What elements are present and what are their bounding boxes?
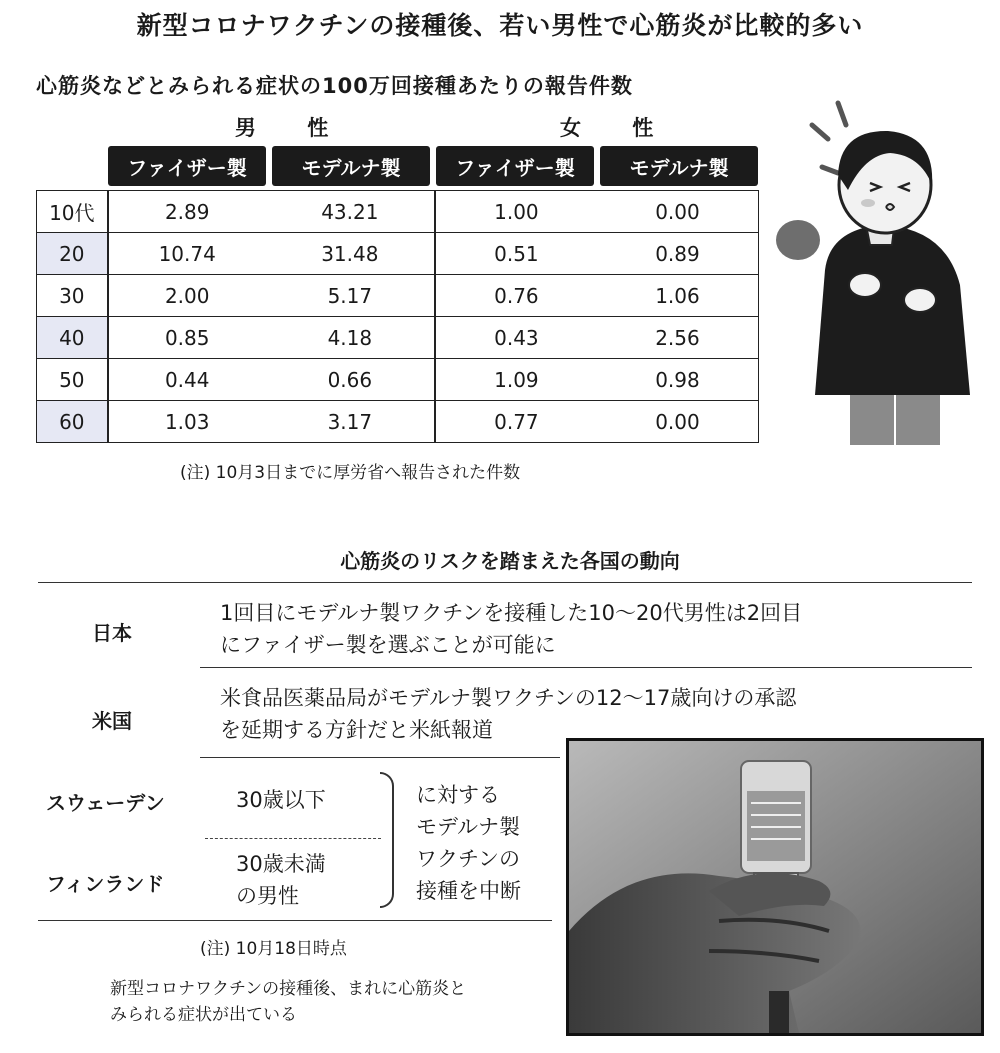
page-title: 新型コロナワクチンの接種後、若い男性で心筋炎が比較的多い [136,11,864,40]
section-title: 心筋炎のリスクを踏まえた各国の動向 [340,549,680,573]
table-title: 心筋炎などとみられる症状の100万回接種あたりの報告件数 [36,74,633,98]
age-cell: 40 [37,317,108,359]
table-row [37,317,759,359]
value-cell: 1.09 [435,359,597,401]
value-cell: 2.00 [108,275,266,317]
value-cell: 0.66 [266,359,435,401]
value-cell: 0.77 [435,401,597,443]
value-cell: 31.48 [266,233,435,275]
divider [200,757,560,758]
person-chest-pain-illustration [770,95,990,445]
value-cell: 5.17 [266,275,435,317]
grouping-brace [380,772,394,908]
japan-description-line1: 1回目にモデルナ製ワクチンを接種した10～20代男性は2回目 [220,601,803,625]
value-cell: 1.06 [597,275,759,317]
value-cell: 0.43 [435,317,597,359]
finland-criteria-line2: の男性 [236,884,299,908]
value-cell: 1.03 [108,401,266,443]
group-label-female: 女 性 [560,116,676,140]
country-japan: 日本 [92,621,132,645]
value-cell: 10.74 [108,233,266,275]
age-cell: 60 [37,401,108,443]
column-header-female-pfizer: ファイザー製 [436,146,594,186]
caption-line2: みられる症状が出ている [110,1005,297,1025]
value-cell: 0.85 [108,317,266,359]
table-note: (注) 10月3日までに厚労省へ報告された件数 [180,463,521,483]
table-row [37,275,759,317]
vaccine-vial-photo [566,738,984,1036]
value-cell: 0.89 [597,233,759,275]
column-header-male-moderna: モデルナ製 [272,146,430,186]
value-cell: 43.21 [266,191,435,233]
age-cell: 10代 [37,191,108,233]
divider [38,920,552,921]
age-cell: 50 [37,359,108,401]
myocarditis-report-table [36,190,759,443]
value-cell: 0.51 [435,233,597,275]
usa-description-line1: 米食品医薬品局がモデルナ製ワクチンの12～17歳向けの承認 [220,686,797,710]
sweden-criteria: 30歳以下 [236,788,326,812]
age-cell: 20 [37,233,108,275]
status-date-note: (注) 10月18日時点 [200,939,347,959]
value-cell: 4.18 [266,317,435,359]
value-cell: 1.00 [435,191,597,233]
divider [200,667,972,668]
value-cell: 0.98 [597,359,759,401]
vaccine-vial-image [569,741,981,1033]
value-cell: 0.00 [597,191,759,233]
usa-description-line2: を延期する方針だと米紙報道 [220,718,493,742]
divider [38,582,972,583]
table-row [37,191,759,233]
column-header-female-moderna: モデルナ製 [600,146,758,186]
table-row [37,401,759,443]
column-header-male-pfizer: ファイザー製 [108,146,266,186]
shared-action-line1: に対する [416,783,500,807]
age-cell: 30 [37,275,108,317]
group-label-male: 男 性 [235,116,351,140]
value-cell: 0.76 [435,275,597,317]
country-finland: フィンランド [46,872,165,896]
value-cell: 0.00 [597,401,759,443]
value-cell: 2.89 [108,191,266,233]
photo-caption [110,976,560,1028]
table-row [37,233,759,275]
value-cell: 0.44 [108,359,266,401]
value-cell: 2.56 [597,317,759,359]
shared-action-line3: ワクチンの [416,847,520,871]
finland-criteria-line1: 30歳未満 [236,852,326,876]
shared-action-line4: 接種を中断 [416,879,521,903]
caption-line1: 新型コロナワクチンの接種後、まれに心筋炎と [110,979,467,999]
dashed-divider [205,838,381,839]
country-usa: 米国 [92,709,132,733]
country-sweden: スウェーデン [46,791,165,815]
table-row [37,359,759,401]
shared-action-line2: モデルナ製 [416,815,520,839]
japan-description-line2: にファイザー製を選ぶことが可能に [220,633,556,657]
value-cell: 3.17 [266,401,435,443]
